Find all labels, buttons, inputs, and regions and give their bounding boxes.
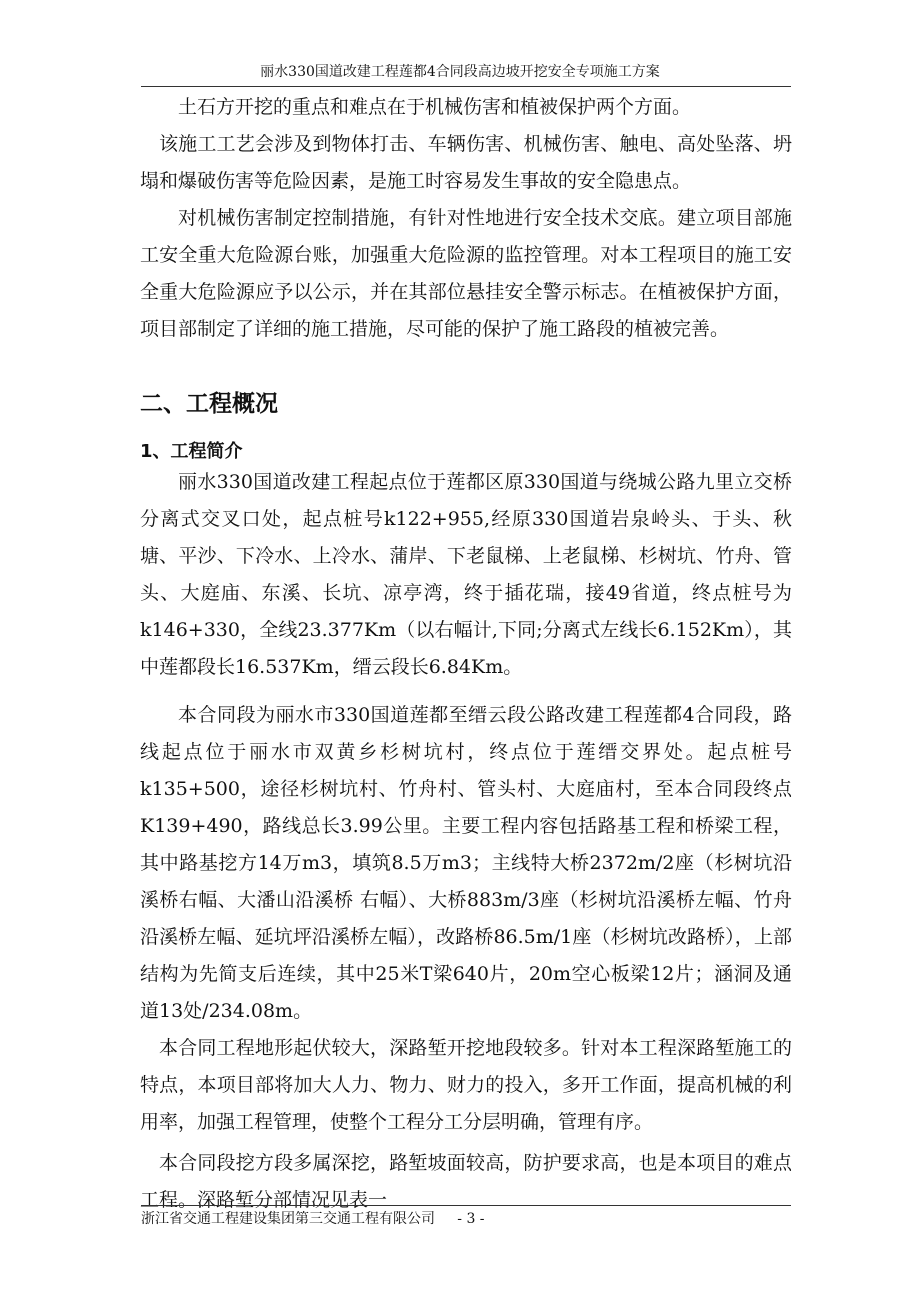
footer-divider [141, 1205, 791, 1206]
paragraph-terrain: 本合同工程地形起伏较大，深路堑开挖地段较多。针对本工程深路堑施工的特点，本项目部将加大人力、物力、财力的投入，多开工作面，提高机械的利用率，加强工程管理，使整个工程分工分层明确，管理有序。 [140, 1037, 792, 1133]
paragraph-project-overview: 丽水330国道改建工程起点位于莲都区原330国道与绕城公路九里立交桥分离式交叉口处，起点桩号k122+955,经原330国道岩泉岭头、于头、秋塘、平沙、下冷水、上冷水、蒲岸、下老鼠梯、上老鼠梯、杉树坑、竹舟、管头、大庭庙、东溪、长坑、凉亭湾，终于插花瑞，接49省道，终点桩号为k146+330，全线23.377Km（以右幅计,下同;分离式左线长6.152Km），其中莲都段长16.537Km，缙云段长6.84Km。 [140, 471, 792, 678]
footer-company: 浙江省交通工程建设集团第三交通工程有限公司 [141, 1211, 435, 1227]
subsection-heading: 1、工程简介 [140, 441, 243, 462]
document-body [140, 89, 792, 1219]
page-footer [141, 1209, 485, 1229]
paragraph-risk-focus: 土石方开挖的重点和难点在于机械伤害和植被保护两个方面。 [178, 96, 692, 118]
page-header: 丽水330国道改建工程莲都4合同段高边坡开挖安全专项施工方案 [260, 64, 660, 80]
paragraph-hazards: 该施工工艺会涉及到物体打击、车辆伤害、机械伤害、触电、高处坠落、坍塌和爆破伤害等危险因素，是施工时容易发生事故的安全隐患点。 [140, 133, 792, 192]
page-number: - 3 - [457, 1211, 485, 1227]
paragraph-control-measures: 对机械伤害制定控制措施，有针对性地进行安全技术交底。建立项目部施工安全重大危险源台账，加强重大危险源的监控管理。对本工程项目的施工安全重大危险源应予以公示，并在其部位悬挂安全警示标志。在植被保护方面，项目部制定了详细的施工措施，尽可能的保护了施工路段的植被完善。 [140, 207, 792, 340]
paragraph-deep-cut: 本合同段挖方段多属深挖，路堑坡面较高，防护要求高，也是本项目的难点工程。深路堑分部情况见表一 [140, 1152, 792, 1211]
section-heading: 二、工程概况 [140, 391, 278, 417]
paragraph-contract-section: 本合同段为丽水市330国道莲都至缙云段公路改建工程莲都4合同段，路线起点位于丽水市双黄乡杉树坑村，终点位于莲缙交界处。起点桩号k135+500，途径杉树坑村、竹舟村、管头村、大庭庙村，至本合同段终点K139+490，路线总长3.99公里。主要工程内容包括路基工程和桥梁工程，其中路基挖方14万m3，填筑8.5万m3；主线特大桥2372m/2座（杉树坑沿溪桥右幅、大潘山沿溪桥 右幅）、大桥883m/3座（杉树坑沿溪桥左幅、竹舟沿溪桥左幅、延坑坪沿溪桥左幅），改路桥86.5m/1座（杉树坑改路桥），上部结构为先简支后连续，其中25米T梁640片，20m空心板梁12片；涵洞及通道13处/234.08m。 [140, 704, 792, 1022]
header-divider [141, 86, 791, 87]
